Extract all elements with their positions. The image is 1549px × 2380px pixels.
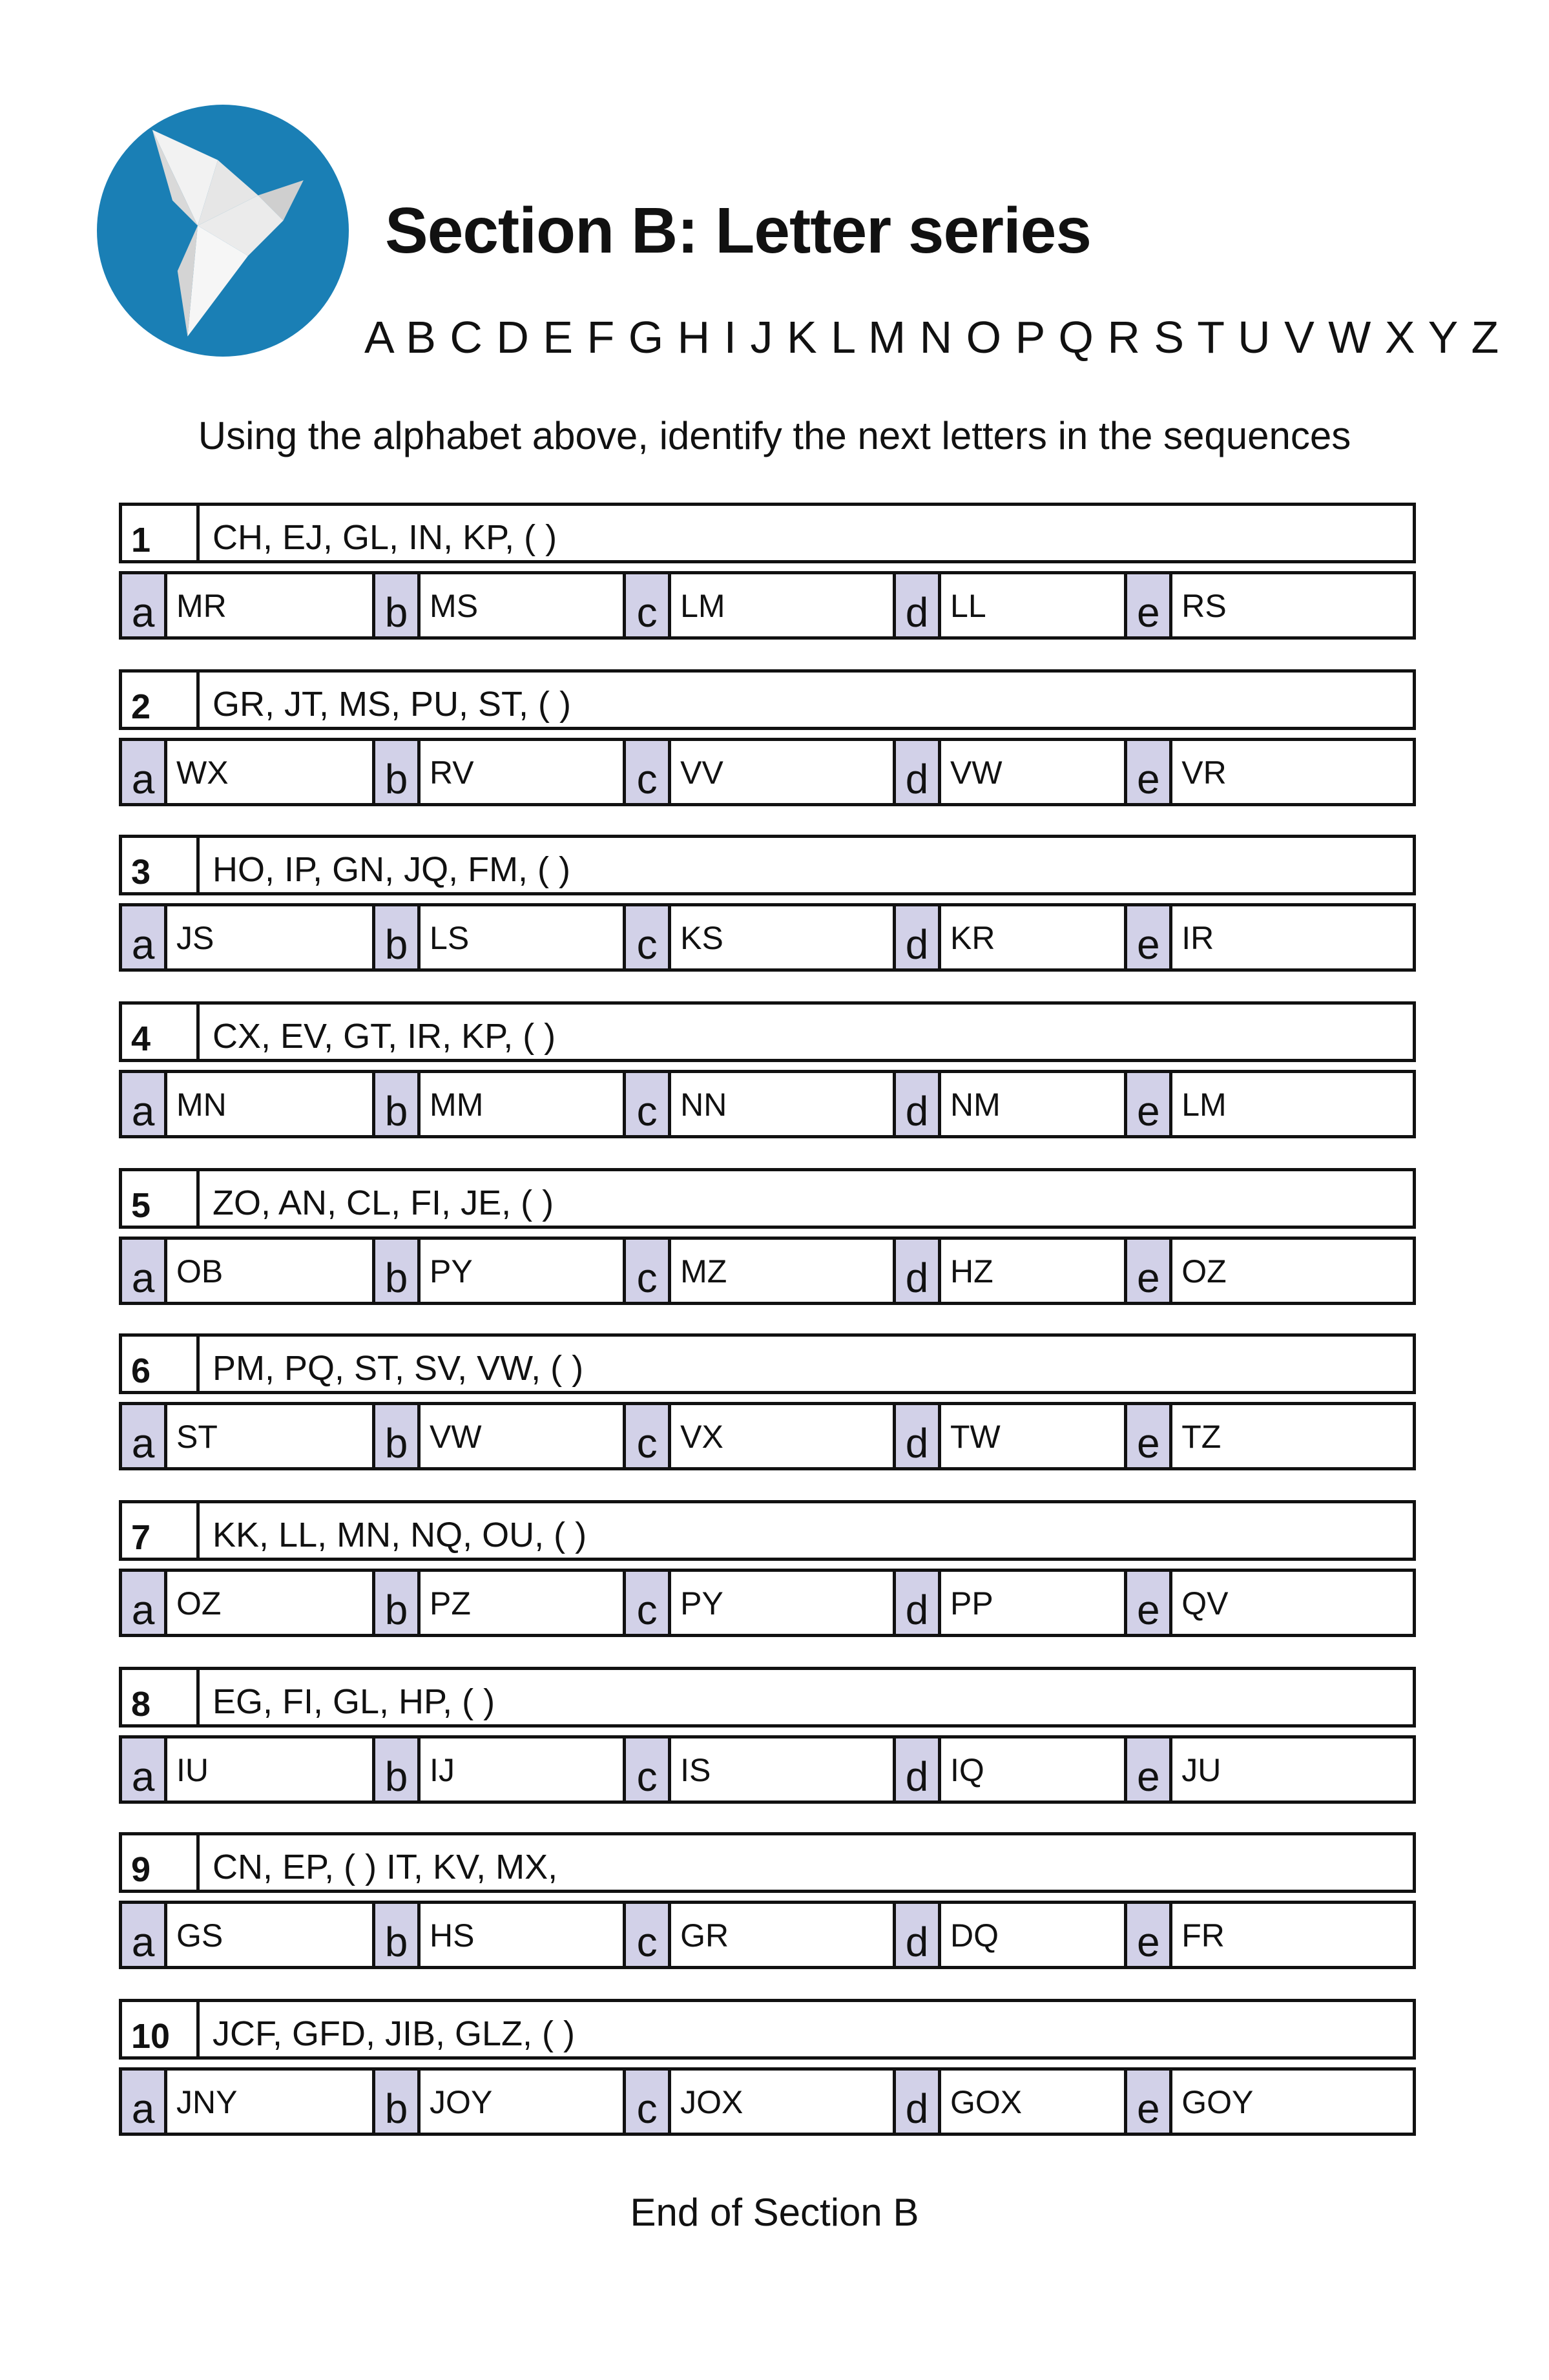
option-text: LL [950, 588, 986, 624]
option-letter: d [896, 1572, 941, 1634]
answer-option-c[interactable] [626, 574, 896, 636]
option-text: VX [680, 1419, 723, 1455]
question-row [119, 1832, 1416, 1893]
answer-option-c[interactable] [626, 741, 896, 803]
option-text: TW [950, 1419, 1001, 1455]
question-row [119, 835, 1416, 895]
option-text: JU [1181, 1752, 1222, 1788]
option-text: ST [176, 1419, 218, 1455]
answer-option-e[interactable] [1127, 574, 1413, 636]
option-letter: a [122, 1904, 167, 1966]
option-letter: d [896, 1073, 941, 1135]
option-text: VW [950, 755, 1003, 791]
option-text: MS [430, 588, 479, 624]
option-letter: d [896, 574, 941, 636]
option-letter: a [122, 2071, 167, 2133]
answer-option-b[interactable] [375, 741, 626, 803]
option-letter: b [375, 1405, 421, 1467]
option-letter: b [375, 2071, 421, 2133]
question-sequence: CH, EJ, GL, IN, KP, ( ) [213, 518, 557, 557]
option-text: MZ [680, 1253, 727, 1289]
question-number: 10 [122, 2002, 200, 2056]
option-letter: c [626, 1240, 671, 1302]
question-row [119, 1001, 1416, 1062]
question-sequence: GR, JT, MS, PU, ST, ( ) [213, 685, 572, 724]
answer-option-d[interactable] [896, 1572, 1127, 1634]
answer-option-a[interactable] [122, 1572, 375, 1634]
option-text: IU [176, 1752, 209, 1788]
option-letter: b [375, 741, 421, 803]
question-row [119, 1500, 1416, 1561]
question-block [119, 1001, 1416, 1138]
answer-options-row [119, 1735, 1416, 1804]
question-sequence: CN, EP, ( ) IT, KV, MX, [213, 1848, 558, 1886]
question-block [119, 1333, 1416, 1470]
option-letter: c [626, 574, 671, 636]
answer-option-d[interactable] [896, 1073, 1127, 1135]
option-text: NM [950, 1087, 1001, 1123]
answer-option-d[interactable] [896, 741, 1127, 803]
option-text: DQ [950, 1917, 999, 1954]
answer-option-c[interactable] [626, 1240, 896, 1302]
answer-option-e[interactable] [1127, 2071, 1413, 2133]
option-text: HS [430, 1917, 475, 1954]
question-number: 2 [122, 673, 200, 727]
answer-option-e[interactable] [1127, 741, 1413, 803]
answer-option-e[interactable] [1127, 1405, 1413, 1467]
option-text: GS [176, 1917, 224, 1954]
option-text: PP [950, 1585, 993, 1622]
option-letter: a [122, 574, 167, 636]
question-row [119, 1667, 1416, 1728]
option-letter: d [896, 1240, 941, 1302]
option-text: QV [1181, 1585, 1229, 1622]
option-text: TZ [1181, 1419, 1222, 1455]
answer-option-b[interactable] [375, 1904, 626, 1966]
question-sequence: KK, LL, MN, NQ, OU, ( ) [213, 1516, 587, 1554]
alphabet-reference: A B C D E F G H I J K L M N O P Q R S T U V W X Y Z [364, 312, 1500, 362]
option-text: IJ [430, 1752, 455, 1788]
option-text: PY [430, 1253, 473, 1289]
instructions: Using the alphabet above, identify the next letters in the sequences [198, 414, 1351, 457]
question-number: 7 [122, 1503, 200, 1558]
option-letter: c [626, 1572, 671, 1634]
question-block [119, 1999, 1416, 2136]
option-text: MN [176, 1087, 227, 1123]
answer-option-c[interactable] [626, 1572, 896, 1634]
answer-option-a[interactable] [122, 906, 375, 968]
answer-options-row [119, 738, 1416, 806]
option-text: LM [1181, 1087, 1227, 1123]
question-block [119, 835, 1416, 972]
option-text: PZ [430, 1585, 471, 1622]
option-text: LM [680, 588, 725, 624]
option-letter: e [1127, 1073, 1172, 1135]
question-number: 4 [122, 1005, 200, 1059]
option-letter: b [375, 906, 421, 968]
question-number: 3 [122, 838, 200, 892]
answer-option-c[interactable] [626, 1405, 896, 1467]
question-sequence: EG, FI, GL, HP, ( ) [213, 1682, 495, 1721]
question-sequence: ZO, AN, CL, FI, JE, ( ) [213, 1184, 554, 1222]
answer-option-d[interactable] [896, 906, 1127, 968]
option-letter: d [896, 1405, 941, 1467]
question-block [119, 669, 1416, 806]
answer-option-e[interactable] [1127, 1738, 1413, 1801]
option-letter: a [122, 1738, 167, 1801]
option-letter: e [1127, 1240, 1172, 1302]
answer-option-b[interactable] [375, 1405, 626, 1467]
question-number: 6 [122, 1337, 200, 1391]
answer-option-a[interactable] [122, 741, 375, 803]
option-letter: c [626, 741, 671, 803]
answer-option-c[interactable] [626, 1073, 896, 1135]
option-letter: a [122, 1405, 167, 1467]
logo-dove-icon [97, 105, 349, 357]
answer-option-e[interactable] [1127, 1572, 1413, 1634]
option-letter: d [896, 741, 941, 803]
answer-option-d[interactable] [896, 1738, 1127, 1801]
option-text: MR [176, 588, 227, 624]
option-letter: d [896, 906, 941, 968]
option-letter: d [896, 1738, 941, 1801]
option-letter: b [375, 1572, 421, 1634]
question-number: 1 [122, 506, 200, 560]
question-row [119, 1168, 1416, 1229]
option-letter: e [1127, 741, 1172, 803]
answer-option-b[interactable] [375, 574, 626, 636]
option-text: GOX [950, 2084, 1023, 2120]
question-sequence: CX, EV, GT, IR, KP, ( ) [213, 1017, 556, 1056]
answer-options-row [119, 1569, 1416, 1637]
answer-option-a[interactable] [122, 1073, 375, 1135]
question-row [119, 1999, 1416, 2060]
option-letter: e [1127, 574, 1172, 636]
answer-option-a[interactable] [122, 1904, 375, 1966]
option-text: HZ [950, 1253, 993, 1289]
option-letter: e [1127, 1904, 1172, 1966]
option-letter: e [1127, 1572, 1172, 1634]
answer-options-row [119, 1901, 1416, 1969]
option-letter: b [375, 1240, 421, 1302]
option-text: NN [680, 1087, 727, 1123]
answer-option-b[interactable] [375, 1240, 626, 1302]
option-letter: e [1127, 1405, 1172, 1467]
answer-options-row [119, 1237, 1416, 1305]
answer-option-d[interactable] [896, 574, 1127, 636]
answer-option-a[interactable] [122, 1738, 375, 1801]
option-letter: b [375, 1738, 421, 1801]
answer-option-e[interactable] [1127, 1240, 1413, 1302]
question-sequence: HO, IP, GN, JQ, FM, ( ) [213, 850, 571, 889]
answer-option-b[interactable] [375, 1738, 626, 1801]
option-text: OB [176, 1253, 224, 1289]
answer-options-row [119, 903, 1416, 972]
option-letter: e [1127, 2071, 1172, 2133]
option-letter: c [626, 1904, 671, 1966]
option-letter: a [122, 1073, 167, 1135]
answer-options-row [119, 2067, 1416, 2136]
answer-options-row [119, 1402, 1416, 1470]
option-letter: c [626, 1738, 671, 1801]
option-letter: d [896, 2071, 941, 2133]
option-text: JS [176, 920, 214, 956]
question-number: 5 [122, 1171, 200, 1226]
question-block [119, 1667, 1416, 1804]
option-letter: c [626, 1073, 671, 1135]
answer-option-b[interactable] [375, 1073, 626, 1135]
option-text: KR [950, 920, 995, 956]
option-letter: e [1127, 1738, 1172, 1801]
answer-option-d[interactable] [896, 1240, 1127, 1302]
option-letter: a [122, 1572, 167, 1634]
answer-options-row [119, 1070, 1416, 1138]
answer-option-d[interactable] [896, 1405, 1127, 1467]
question-sequence: PM, PQ, ST, SV, VW, ( ) [213, 1349, 584, 1388]
question-row [119, 1333, 1416, 1394]
answer-option-b[interactable] [375, 1572, 626, 1634]
option-letter: c [626, 1405, 671, 1467]
answer-option-b[interactable] [375, 2071, 626, 2133]
option-text: JOY [430, 2084, 493, 2120]
option-text: RV [430, 755, 474, 791]
option-text: LS [430, 920, 470, 956]
option-letter: a [122, 741, 167, 803]
page-title: Section B: Letter series [385, 194, 1092, 267]
option-text: VR [1181, 755, 1227, 791]
answer-option-e[interactable] [1127, 1073, 1413, 1135]
question-number: 9 [122, 1835, 200, 1890]
option-text: PY [680, 1585, 723, 1622]
question-number: 8 [122, 1670, 200, 1724]
answer-option-c[interactable] [626, 2071, 896, 2133]
answer-option-c[interactable] [626, 906, 896, 968]
option-text: GR [680, 1917, 729, 1954]
option-text: RS [1181, 588, 1227, 624]
answer-option-a[interactable] [122, 1240, 375, 1302]
option-letter: b [375, 1073, 421, 1135]
option-letter: c [626, 2071, 671, 2133]
option-text: FR [1181, 1917, 1225, 1954]
answer-option-e[interactable] [1127, 906, 1413, 968]
option-letter: c [626, 906, 671, 968]
answer-option-d[interactable] [896, 1904, 1127, 1966]
answer-option-a[interactable] [122, 2071, 375, 2133]
answer-options-row [119, 571, 1416, 640]
option-letter: a [122, 906, 167, 968]
option-letter: b [375, 574, 421, 636]
option-text: JNY [176, 2084, 238, 2120]
question-block [119, 503, 1416, 640]
option-letter: b [375, 1904, 421, 1966]
option-text: GOY [1181, 2084, 1254, 2120]
option-text: IS [680, 1752, 711, 1788]
answer-option-e[interactable] [1127, 1904, 1413, 1966]
option-text: IQ [950, 1752, 984, 1788]
option-letter: a [122, 1240, 167, 1302]
answer-option-c[interactable] [626, 1738, 896, 1801]
option-text: VV [680, 755, 723, 791]
option-text: KS [680, 920, 723, 956]
section-footer: End of Section B [630, 2191, 919, 2234]
answer-option-a[interactable] [122, 1405, 375, 1467]
option-letter: d [896, 1904, 941, 1966]
option-text: OZ [1181, 1253, 1227, 1289]
question-block [119, 1500, 1416, 1637]
option-text: IR [1181, 920, 1214, 956]
question-block [119, 1832, 1416, 1969]
answer-option-c[interactable] [626, 1904, 896, 1966]
option-text: JOX [680, 2084, 743, 2120]
option-text: MM [430, 1087, 484, 1123]
option-text: WX [176, 755, 229, 791]
option-text: VW [430, 1419, 482, 1455]
question-sequence: JCF, GFD, JIB, GLZ, ( ) [213, 2014, 576, 2053]
question-row [119, 503, 1416, 563]
option-letter: e [1127, 906, 1172, 968]
answer-option-b[interactable] [375, 906, 626, 968]
answer-option-d[interactable] [896, 2071, 1127, 2133]
answer-option-a[interactable] [122, 574, 375, 636]
question-block [119, 1168, 1416, 1305]
option-text: OZ [176, 1585, 222, 1622]
question-row [119, 669, 1416, 730]
